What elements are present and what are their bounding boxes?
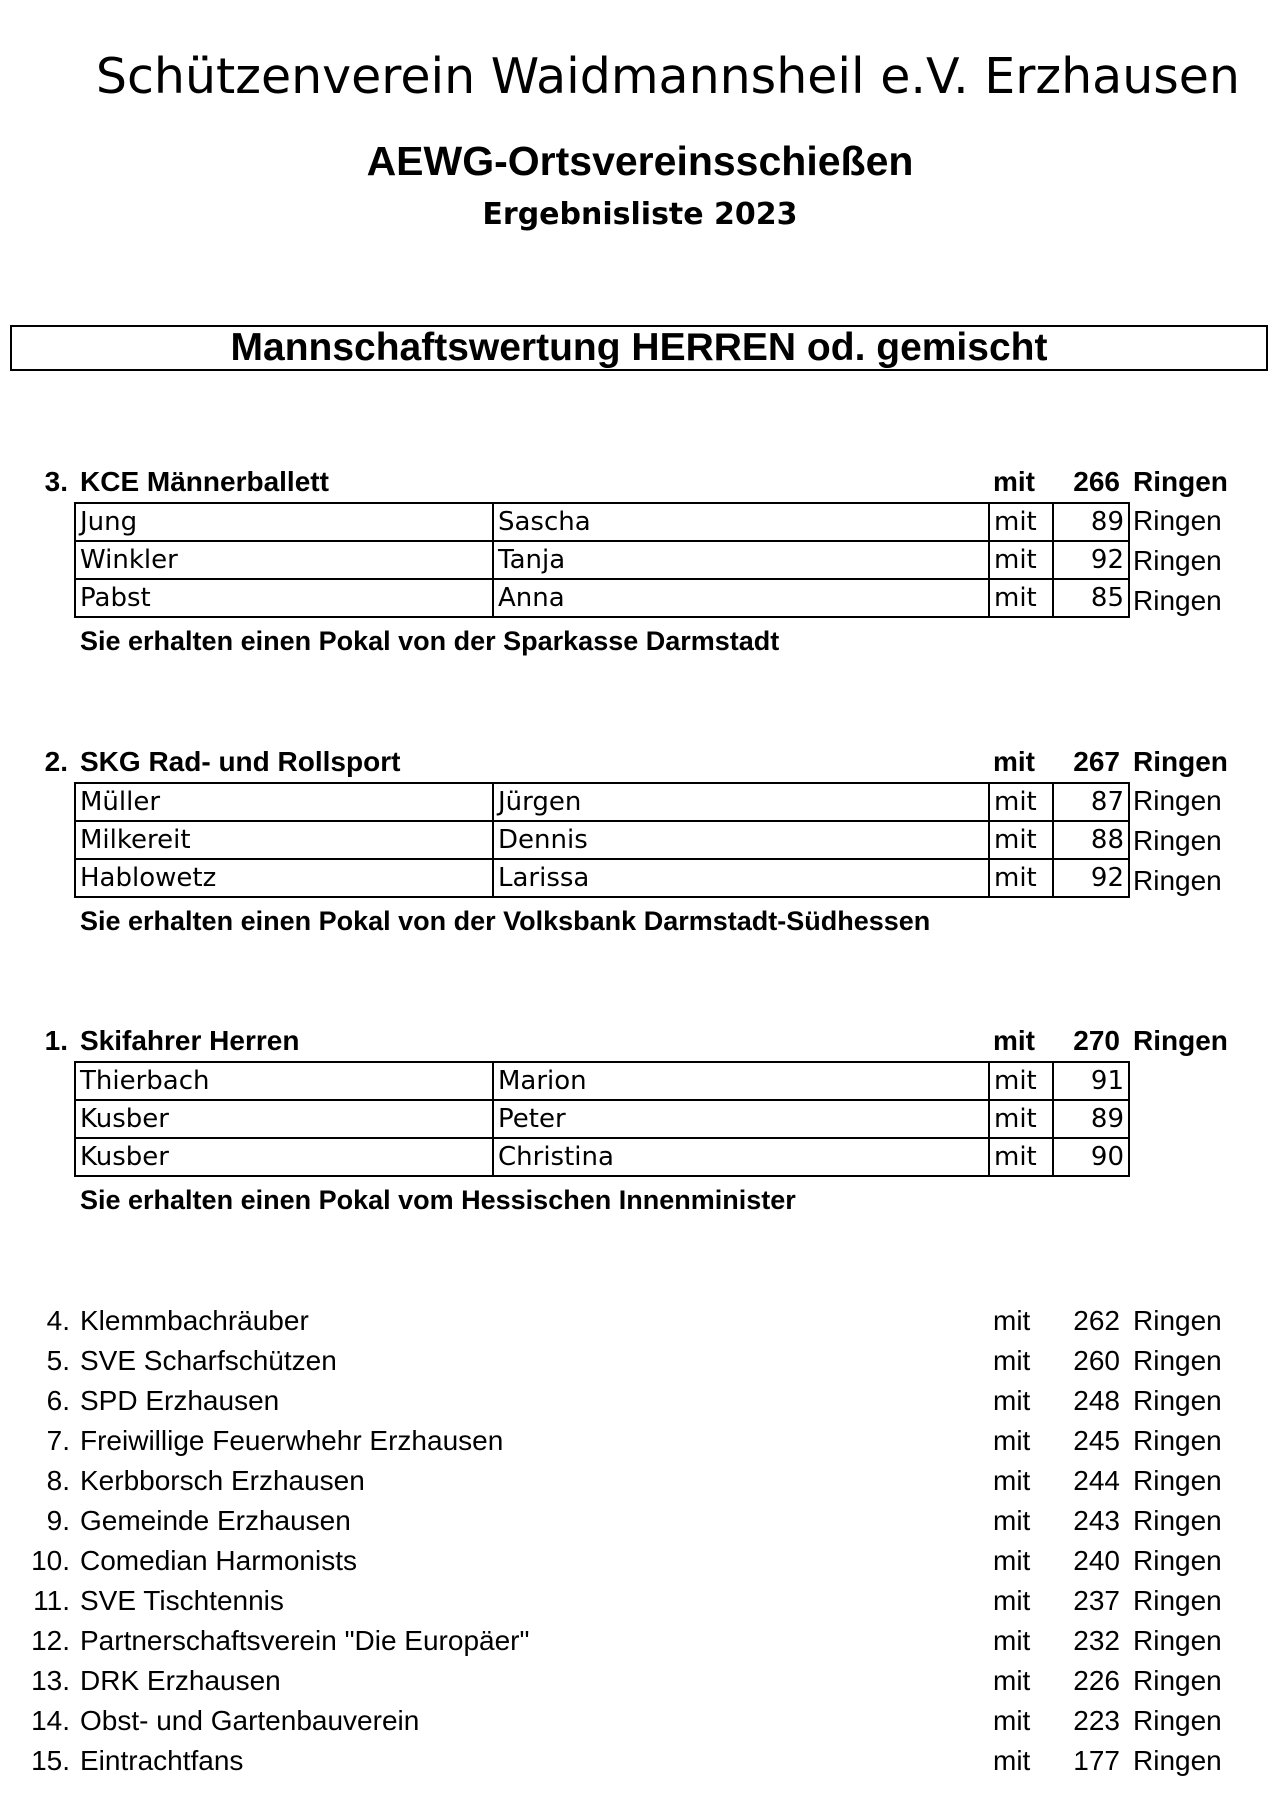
table-row xyxy=(75,859,1129,897)
member-mit: mit xyxy=(989,579,1053,617)
member-table xyxy=(74,1061,1130,1177)
section-heading-box: Mannschaftswertung HERREN od. gemischt xyxy=(10,325,1268,371)
team-header xyxy=(0,462,1280,502)
member-score: 88 xyxy=(1053,821,1129,859)
team-score: 267 xyxy=(1073,746,1120,777)
member-last-name: Pabst xyxy=(75,579,493,617)
rank-number: 13. xyxy=(31,1665,70,1696)
member-mit: mit xyxy=(989,1138,1053,1176)
rank-number: 8. xyxy=(46,1465,70,1496)
team-score: 243 xyxy=(1073,1505,1120,1536)
team-score: 248 xyxy=(1073,1385,1120,1416)
mit-label: mit xyxy=(993,1545,1031,1576)
member-unit: Ringen xyxy=(1133,505,1222,536)
team-name: Kerbborsch Erzhausen xyxy=(80,1465,365,1496)
list-item xyxy=(0,1345,1280,1385)
member-first-name: Peter xyxy=(493,1100,989,1138)
mit-label: mit xyxy=(993,1625,1031,1656)
unit-label: Ringen xyxy=(1133,1705,1222,1736)
list-item xyxy=(0,1545,1280,1585)
unit-label: Ringen xyxy=(1133,1425,1222,1456)
trophy-note: Sie erhalten einen Pokal vom Hessischen Innenminister xyxy=(80,1185,796,1215)
member-last-name: Winkler xyxy=(75,541,493,579)
trophy-note: Sie erhalten einen Pokal von der Sparkasse Darmstadt xyxy=(80,626,780,656)
team-name: Freiwillige Feuerwhehr Erzhausen xyxy=(80,1425,504,1456)
mit-label: mit xyxy=(993,1705,1031,1736)
team-score: 262 xyxy=(1073,1305,1120,1336)
team-rank: 1. xyxy=(44,1025,68,1056)
mit-label: mit xyxy=(993,1305,1031,1336)
rank-number: 5. xyxy=(46,1345,70,1376)
member-last-name: Kusber xyxy=(75,1100,493,1138)
club-title: Schützenverein Waidmannsheil e.V. Erzhausen xyxy=(95,48,1240,105)
team-header xyxy=(0,742,1280,782)
member-unit: Ringen xyxy=(1133,545,1222,576)
mit-label: mit xyxy=(993,1505,1031,1536)
member-first-name: Dennis xyxy=(493,821,989,859)
member-first-name: Marion xyxy=(493,1062,989,1100)
list-item xyxy=(0,1625,1280,1665)
mit-label: mit xyxy=(993,1745,1031,1776)
member-score: 89 xyxy=(1053,503,1129,541)
team-rank: 3. xyxy=(44,466,68,497)
team-name: SKG Rad- und Rollsport xyxy=(80,746,401,777)
rank-number: 9. xyxy=(46,1505,70,1536)
member-last-name: Milkereit xyxy=(75,821,493,859)
team-score: 245 xyxy=(1073,1425,1120,1456)
list-item xyxy=(0,1425,1280,1465)
event-title: AEWG-Ortsvereinsschießen xyxy=(366,138,914,184)
member-last-name: Kusber xyxy=(75,1138,493,1176)
team-score: 260 xyxy=(1073,1345,1120,1376)
team-name: Partnerschaftsverein "Die Europäer" xyxy=(80,1625,530,1656)
rank-number: 4. xyxy=(46,1305,70,1336)
table-row xyxy=(75,1138,1129,1176)
member-score: 90 xyxy=(1053,1138,1129,1176)
member-mit: mit xyxy=(989,1062,1053,1100)
unit-label: Ringen xyxy=(1133,1585,1222,1616)
list-item xyxy=(0,1705,1280,1745)
member-mit: mit xyxy=(989,503,1053,541)
rank-number: 15. xyxy=(31,1745,70,1776)
team-score: 177 xyxy=(1073,1745,1120,1776)
list-item xyxy=(0,1665,1280,1705)
rank-number: 14. xyxy=(31,1705,70,1736)
rank-number: 7. xyxy=(46,1425,70,1456)
unit-label: Ringen xyxy=(1133,1745,1222,1776)
table-row xyxy=(75,579,1129,617)
member-unit: Ringen xyxy=(1133,785,1222,816)
member-first-name: Christina xyxy=(493,1138,989,1176)
unit-label: Ringen xyxy=(1133,1305,1222,1336)
member-unit: Ringen xyxy=(1133,585,1222,616)
team-mit: mit xyxy=(993,1025,1035,1056)
team-mit: mit xyxy=(993,466,1035,497)
team-rank: 2. xyxy=(44,746,68,777)
table-row xyxy=(75,821,1129,859)
member-mit: mit xyxy=(989,821,1053,859)
member-last-name: Thierbach xyxy=(75,1062,493,1100)
team-score: 270 xyxy=(1073,1025,1120,1056)
member-mit: mit xyxy=(989,1100,1053,1138)
list-item xyxy=(0,1505,1280,1545)
list-item xyxy=(0,1465,1280,1505)
member-score: 85 xyxy=(1053,579,1129,617)
member-first-name: Sascha xyxy=(493,503,989,541)
rank-number: 12. xyxy=(31,1625,70,1656)
member-table xyxy=(74,502,1130,618)
mit-label: mit xyxy=(993,1585,1031,1616)
member-mit: mit xyxy=(989,783,1053,821)
team-name: KCE Männerballett xyxy=(80,466,329,497)
member-last-name: Müller xyxy=(75,783,493,821)
team-unit: Ringen xyxy=(1133,1025,1228,1056)
team-name: Comedian Harmonists xyxy=(80,1545,357,1576)
member-mit: mit xyxy=(989,859,1053,897)
table-row xyxy=(75,1100,1129,1138)
rank-number: 6. xyxy=(46,1385,70,1416)
results-year-title: Ergebnisliste 2023 xyxy=(482,197,798,232)
member-first-name: Tanja xyxy=(493,541,989,579)
member-mit: mit xyxy=(989,541,1053,579)
member-score: 89 xyxy=(1053,1100,1129,1138)
unit-label: Ringen xyxy=(1133,1505,1222,1536)
team-unit: Ringen xyxy=(1133,466,1228,497)
mit-label: mit xyxy=(993,1425,1031,1456)
member-unit: Ringen xyxy=(1133,825,1222,856)
unit-label: Ringen xyxy=(1133,1465,1222,1496)
rank-number: 10. xyxy=(31,1545,70,1576)
member-first-name: Anna xyxy=(493,579,989,617)
team-name: DRK Erzhausen xyxy=(80,1665,281,1696)
member-score: 87 xyxy=(1053,783,1129,821)
mit-label: mit xyxy=(993,1385,1031,1416)
team-name: Skifahrer Herren xyxy=(80,1025,300,1056)
team-score: 223 xyxy=(1073,1705,1120,1736)
member-last-name: Hablowetz xyxy=(75,859,493,897)
team-score: 266 xyxy=(1073,466,1120,497)
team-header xyxy=(0,1021,1280,1061)
member-score: 92 xyxy=(1053,541,1129,579)
list-item xyxy=(0,1745,1280,1785)
team-name: Obst- und Gartenbauverein xyxy=(80,1705,420,1736)
unit-label: Ringen xyxy=(1133,1665,1222,1696)
mit-label: mit xyxy=(993,1665,1031,1696)
member-table xyxy=(74,782,1130,898)
team-score: 237 xyxy=(1073,1585,1120,1616)
table-row xyxy=(75,503,1129,541)
mit-label: mit xyxy=(993,1465,1031,1496)
team-score: 232 xyxy=(1073,1625,1120,1656)
rank-number: 11. xyxy=(33,1585,70,1616)
team-score: 226 xyxy=(1073,1665,1120,1696)
list-item xyxy=(0,1585,1280,1625)
team-name: SPD Erzhausen xyxy=(80,1385,280,1416)
unit-label: Ringen xyxy=(1133,1385,1222,1416)
unit-label: Ringen xyxy=(1133,1545,1222,1576)
member-first-name: Jürgen xyxy=(493,783,989,821)
team-name: SVE Scharfschützen xyxy=(80,1345,337,1376)
member-last-name: Jung xyxy=(75,503,493,541)
table-row xyxy=(75,541,1129,579)
member-unit: Ringen xyxy=(1133,865,1222,896)
trophy-note: Sie erhalten einen Pokal von der Volksbank Darmstadt-Südhessen xyxy=(80,906,931,936)
team-name: Klemmbachräuber xyxy=(80,1305,309,1336)
list-item xyxy=(0,1305,1280,1345)
member-first-name: Larissa xyxy=(493,859,989,897)
table-row xyxy=(75,783,1129,821)
team-name: Eintrachtfans xyxy=(80,1745,244,1776)
mit-label: mit xyxy=(993,1345,1031,1376)
team-unit: Ringen xyxy=(1133,746,1228,777)
list-item xyxy=(0,1385,1280,1425)
team-name: SVE Tischtennis xyxy=(80,1585,284,1616)
member-score: 92 xyxy=(1053,859,1129,897)
unit-label: Ringen xyxy=(1133,1625,1222,1656)
table-row xyxy=(75,1062,1129,1100)
team-mit: mit xyxy=(993,746,1035,777)
team-score: 240 xyxy=(1073,1545,1120,1576)
team-score: 244 xyxy=(1073,1465,1120,1496)
member-score: 91 xyxy=(1053,1062,1129,1100)
team-name: Gemeinde Erzhausen xyxy=(80,1505,351,1536)
unit-label: Ringen xyxy=(1133,1345,1222,1376)
